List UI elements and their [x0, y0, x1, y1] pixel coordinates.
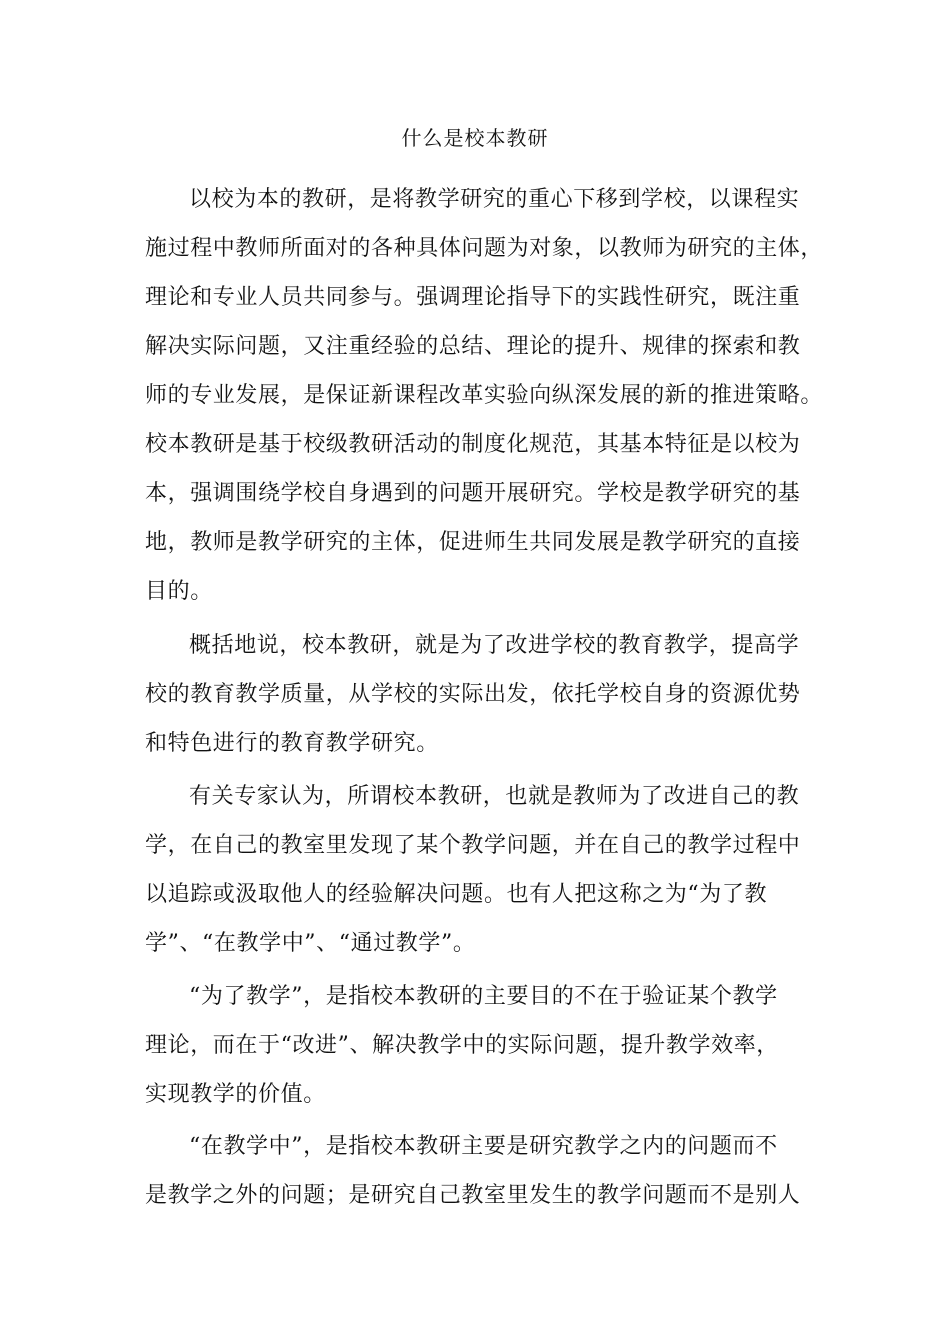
paragraph-line: “为了教学”，是指校本教研的主要目的不在于验证某个教学 — [189, 984, 778, 1009]
paragraph-line: 概括地说，校本教研，就是为了改进学校的教育教学，提高学 — [189, 633, 800, 658]
paragraph-line: 目的。 — [145, 579, 213, 604]
paragraph-line: 理论和专业人员共同参与。强调理论指导下的实践性研究，既注重 — [145, 285, 801, 310]
paragraph-line: “在教学中”，是指校本教研主要是研究教学之内的问题而不 — [189, 1134, 778, 1159]
paragraph-line: 师的专业发展，是保证新课程改革实验向纵深发展的新的推进策略。 — [145, 383, 824, 408]
paragraph-line: 学，在自己的教室里发现了某个教学问题，并在自己的教学过程中 — [145, 833, 801, 858]
paragraph-line: 本，强调围绕学校自身遇到的问题开展研究。学校是教学研究的基 — [145, 481, 801, 506]
paragraph-line: 校本教研是基于校级教研活动的制度化规范，其基本特征是以校为 — [145, 432, 801, 457]
paragraph-line: 施过程中教师所面对的各种具体问题为对象，以教师为研究的主体， — [145, 236, 824, 261]
paragraph-line: 理论，而在于“改进”、解决教学中的实际问题，提升教学效率， — [145, 1033, 779, 1058]
paragraph-line: 地，教师是教学研究的主体，促进师生共同发展是教学研究的直接 — [145, 530, 801, 555]
paragraph-line: 有关专家认为，所谓校本教研，也就是教师为了改进自己的教 — [189, 784, 800, 809]
paragraph-line: 解决实际问题，又注重经验的总结、理论的提升、规律的探索和教 — [145, 334, 801, 359]
paragraph-line: 以校为本的教研，是将教学研究的重心下移到学校，以课程实 — [189, 187, 800, 212]
paragraph-line: 实现教学的价值。 — [145, 1082, 326, 1107]
paragraph-line: 是教学之外的问题；是研究自己教室里发生的教学问题而不是别人 — [145, 1183, 801, 1208]
paragraph-line: 以追踪或汲取他人的经验解决问题。也有人把这称之为“为了教 — [145, 882, 768, 907]
paragraph-line: 校的教育教学质量，从学校的实际出发，依托学校自身的资源优势 — [145, 682, 801, 707]
paragraph-line: 学”、“在教学中”、“通过教学”。 — [145, 931, 476, 956]
document-title: 什么是校本教研 — [401, 126, 549, 150]
paragraph-line: 和特色进行的教育教学研究。 — [145, 731, 439, 756]
